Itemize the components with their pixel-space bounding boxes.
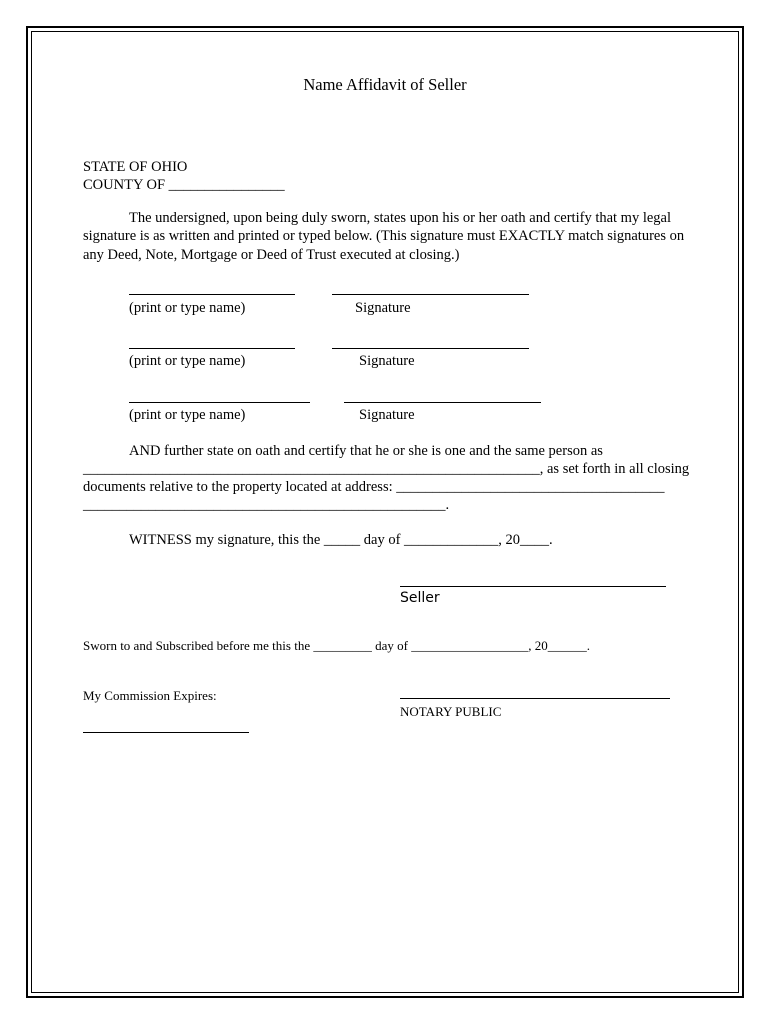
- sworn-line[interactable]: Sworn to and Subscribed before me this the _________ day of __________________, 20______.: [83, 638, 590, 653]
- document-title: Name Affidavit of Seller: [303, 75, 467, 94]
- oath-paragraph: The undersigned, upon being duly sworn, states upon his or her oath and certify that my legal signature is as written and printed or typed below. (This signature must EXACTLY match signatures on any Deed, Note, Mortgage or Deed of Trust executed at closing.): [83, 210, 685, 263]
- name-line-3[interactable]: [129, 402, 310, 403]
- state-line: STATE OF OHIO: [83, 159, 188, 175]
- seller-label: Seller: [400, 590, 440, 606]
- name-line-1[interactable]: [129, 294, 295, 295]
- signature-line-1[interactable]: [332, 294, 529, 295]
- further-statement-line-1: AND further state on oath and certify that he or she is one and the same person as: [129, 443, 603, 459]
- name-label-1: (print or type name): [129, 300, 246, 316]
- signature-line-2[interactable]: [332, 348, 529, 349]
- name-label-2: (print or type name): [129, 353, 246, 369]
- commission-expiry-line[interactable]: [83, 732, 249, 733]
- witness-line[interactable]: WITNESS my signature, this the _____ day of _____________, 20____.: [129, 532, 553, 548]
- commission-label: My Commission Expires:: [83, 688, 217, 703]
- further-statement-line-3[interactable]: documents relative to the property located at address: _____________________________________: [83, 479, 665, 495]
- further-statement-line-2[interactable]: _______________________________________________________________, as set forth in all closing: [83, 461, 690, 477]
- signature-label-2: Signature: [359, 353, 415, 369]
- signature-label-1: Signature: [355, 300, 411, 316]
- signature-line-3[interactable]: [344, 402, 541, 403]
- notary-label: NOTARY PUBLIC: [400, 704, 502, 719]
- seller-signature-line[interactable]: [400, 586, 666, 587]
- name-line-2[interactable]: [129, 348, 295, 349]
- notary-signature-line[interactable]: [400, 698, 670, 699]
- county-line: COUNTY OF ________________: [83, 177, 285, 193]
- signature-label-3: Signature: [359, 407, 415, 423]
- further-statement-line-4[interactable]: __________________________________________________.: [83, 497, 450, 513]
- name-label-3: (print or type name): [129, 407, 246, 423]
